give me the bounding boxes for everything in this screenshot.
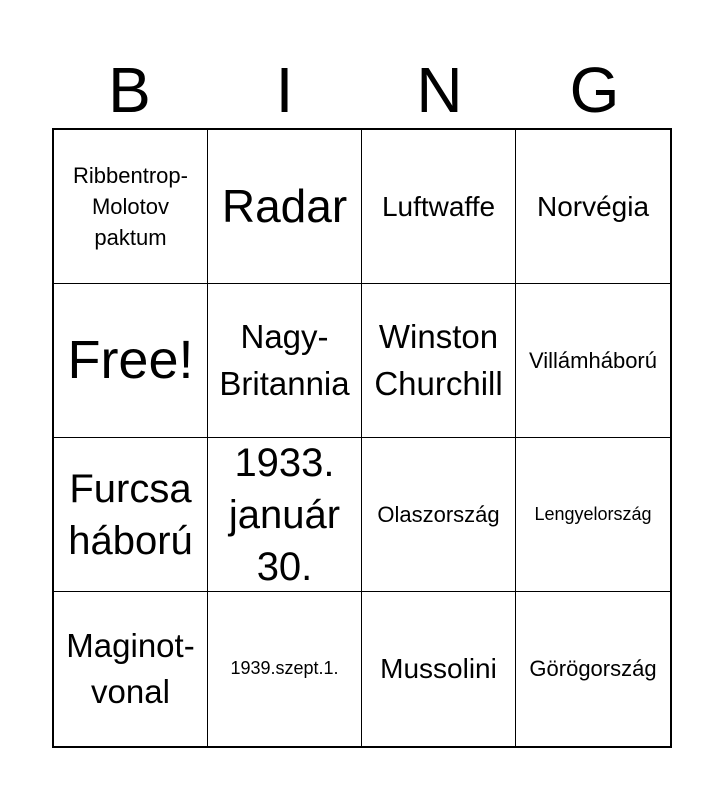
bingo-cell-r2c4[interactable] bbox=[516, 284, 670, 438]
cell-label: Villámháború bbox=[528, 347, 657, 373]
bingo-cell-r3c2[interactable] bbox=[208, 438, 362, 592]
bingo-cell-r1c2[interactable] bbox=[208, 130, 362, 284]
header-letter-n: N bbox=[416, 54, 463, 126]
cell-label: Radar bbox=[221, 179, 348, 232]
bingo-cell-r4c4[interactable] bbox=[516, 592, 670, 746]
bingo-board bbox=[52, 128, 672, 748]
bingo-cell-r2c3[interactable] bbox=[362, 284, 516, 438]
cell-label: 1939.szept.1. bbox=[230, 658, 339, 679]
cell-label: Ribbentrop-Molotov paktum bbox=[73, 162, 188, 251]
cell-label: Winston Churchill bbox=[374, 318, 503, 402]
cell-label: Norvégia bbox=[536, 190, 650, 222]
bingo-cell-r3c1[interactable] bbox=[54, 438, 208, 592]
cell-label: Free! bbox=[67, 330, 194, 391]
bingo-cell-free[interactable] bbox=[54, 284, 208, 438]
bingo-cell-r1c1[interactable] bbox=[54, 130, 208, 284]
bingo-cell-r2c2[interactable] bbox=[208, 284, 362, 438]
bingo-cell-r4c1[interactable] bbox=[54, 592, 208, 746]
cell-label: Görögország bbox=[529, 656, 657, 682]
bingo-cell-r4c2[interactable] bbox=[208, 592, 362, 746]
bingo-header bbox=[52, 52, 672, 128]
cell-label: Furcsa háború bbox=[68, 466, 193, 563]
cell-label: 1933. január 30. bbox=[228, 440, 341, 589]
bingo-cell-r3c4[interactable] bbox=[516, 438, 670, 592]
cell-label: Luftwaffe bbox=[381, 190, 496, 222]
header-letter-b: B bbox=[108, 54, 151, 126]
cell-label: Maginot-vonal bbox=[66, 626, 195, 710]
bingo-cell-r1c3[interactable] bbox=[362, 130, 516, 284]
bingo-cell-r3c3[interactable] bbox=[362, 438, 516, 592]
cell-label: Olaszország bbox=[377, 501, 500, 527]
header-letter-i: I bbox=[275, 54, 294, 126]
bingo-cell-r1c4[interactable] bbox=[516, 130, 670, 284]
bingo-cell-r4c3[interactable] bbox=[362, 592, 516, 746]
cell-label: Mussolini bbox=[380, 653, 497, 684]
cell-label: Nagy-Britannia bbox=[219, 318, 350, 402]
cell-label: Lengyelország bbox=[534, 503, 652, 524]
header-letter-g: G bbox=[569, 54, 620, 126]
